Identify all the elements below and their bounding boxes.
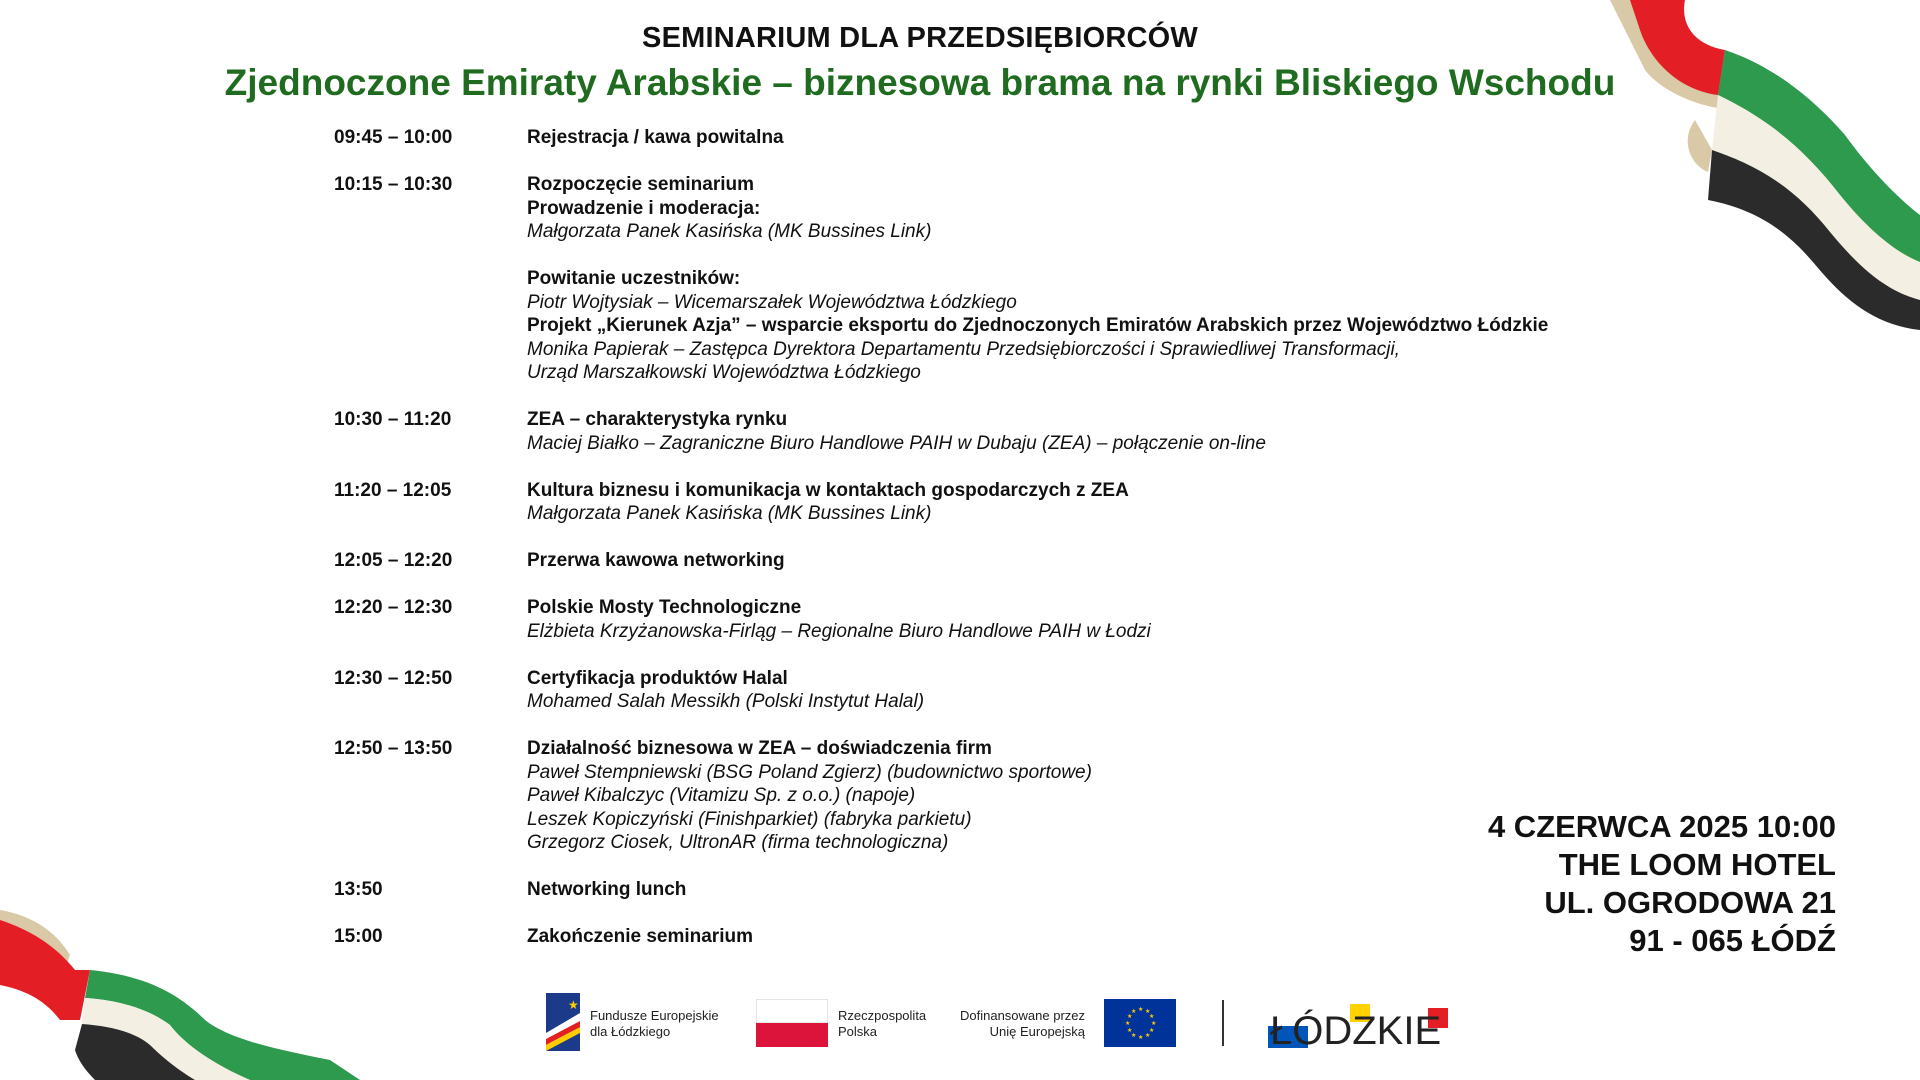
svg-text:★: ★ xyxy=(1131,1032,1137,1039)
agenda-speaker: Urząd Marszałkowski Województwa Łódzkiego xyxy=(527,362,921,383)
agenda-time: 11:20 – 12:05 xyxy=(334,479,452,501)
agenda-gap xyxy=(527,244,1634,268)
agenda-time: 12:20 – 12:30 xyxy=(334,597,453,618)
fe-logo-text: Fundusze Europejskie dla Łódzkiego xyxy=(590,1008,719,1039)
agenda-item-title: ZEA – charakterystyka rynku xyxy=(527,409,788,430)
agenda-item-title: Zakończenie seminarium xyxy=(527,926,753,947)
logo-divider xyxy=(1222,1000,1224,1046)
venue-info xyxy=(1488,808,1836,960)
polish-flag-logo xyxy=(756,999,828,1047)
agenda-item-title: Certyfikacja produktów Halal xyxy=(527,667,788,689)
rp-logo-text: Rzeczpospolita Polska xyxy=(838,1008,927,1039)
agenda-row xyxy=(334,126,1634,150)
agenda-speaker: Małgorzata Panek Kasińska (MK Bussines Link) xyxy=(527,221,932,242)
venue-city: 91 - 065 ŁÓDŹ xyxy=(1629,923,1836,958)
agenda-item-title: Rozpoczęcie seminarium xyxy=(527,174,755,195)
event-date: 4 CZERWCA 2025 10:00 xyxy=(1487,809,1836,844)
agenda-item-title: Przerwa kawowa networking xyxy=(527,550,785,571)
agenda-speaker: Monika Papierak – Zastępca Dyrektora Departamentu Przedsiębiorczości i Sprawiedliwej Transformacji, xyxy=(527,338,1400,360)
agenda-row xyxy=(334,596,1634,643)
svg-text:★: ★ xyxy=(1131,1008,1137,1015)
agenda-speaker: Leszek Kopiczyński (Finishparkiet) (fabryka parkietu) xyxy=(527,808,972,830)
agenda-row xyxy=(334,667,1634,714)
agenda-speaker: Piotr Wojtysiak – Wicemarszałek Województwa Łódzkiego xyxy=(527,291,1017,313)
agenda-content xyxy=(527,549,1634,573)
svg-text:★: ★ xyxy=(1145,1008,1151,1015)
agenda-speaker: Mohamed Salah Messikh (Polski Instytut Halal) xyxy=(527,691,925,712)
agenda-row xyxy=(334,925,1634,949)
agenda-content xyxy=(527,173,1634,385)
agenda-content xyxy=(527,925,1634,949)
agenda-content xyxy=(527,479,1634,526)
agenda-time: 12:50 – 13:50 xyxy=(334,738,453,759)
fundusze-europejskie-logo xyxy=(546,993,580,1051)
eu-logo-text: Dofinansowane przez Unię Europejską xyxy=(960,1008,1086,1039)
agenda-row xyxy=(334,549,1634,573)
seminar-subtitle: Zjednoczone Emiraty Arabskie – biznesowa brama na rynki Bliskiego Wschodu xyxy=(224,62,1616,103)
agenda-speaker: Małgorzata Panek Kasińska (MK Bussines Link) xyxy=(527,503,932,524)
seminar-title: SEMINARIUM DLA PRZEDSIĘBIORCÓW xyxy=(642,22,1198,54)
agenda-time: 13:50 xyxy=(334,879,383,900)
agenda-time: 12:05 – 12:20 xyxy=(334,550,453,571)
agenda-time: 12:30 – 12:50 xyxy=(334,667,453,689)
agenda-item-title: Kultura biznesu i komunikacja w kontaktach gospodarczych z ZEA xyxy=(527,479,1129,501)
svg-text:★: ★ xyxy=(1149,1027,1155,1034)
agenda-speaker: Grzegorz Ciosek, UltronAR (firma technologiczna) xyxy=(527,832,949,853)
agenda-time: 15:00 xyxy=(334,926,383,947)
agenda-row xyxy=(334,737,1634,855)
agenda-time: 10:30 – 11:20 xyxy=(334,409,452,430)
svg-text:★: ★ xyxy=(1138,1034,1144,1041)
agenda-speaker: Maciej Białko – Zagraniczne Biuro Handlowe PAIH w Dubaju (ZEA) – połączenie on-line xyxy=(527,432,1266,454)
agenda-speaker: Paweł Kibalczyc (Vitamizu Sp. z o.o.) (napoje) xyxy=(527,785,916,806)
lodzkie-logo xyxy=(1268,998,1448,1052)
agenda-content xyxy=(527,126,1634,150)
svg-text:★: ★ xyxy=(1127,1027,1133,1034)
agenda xyxy=(334,126,1634,972)
svg-text:★: ★ xyxy=(1151,1020,1157,1027)
agenda-content xyxy=(527,596,1634,643)
svg-text:★: ★ xyxy=(1149,1013,1155,1020)
venue-hotel: THE LOOM HOTEL xyxy=(1558,847,1836,882)
svg-text:★: ★ xyxy=(1125,1020,1131,1027)
agenda-content xyxy=(527,667,1634,714)
agenda-item-title: Networking lunch xyxy=(527,879,687,900)
agenda-content xyxy=(527,408,1634,455)
agenda-item-title: Projekt „Kierunek Azja” – wsparcie eksportu do Zjednoczonych Emiratów Arabskich przez Województwo Łódzkie xyxy=(527,315,1549,336)
agenda-item-title: Prowadzenie i moderacja: xyxy=(527,197,761,219)
agenda-time: 09:45 – 10:00 xyxy=(334,127,453,148)
agenda-item-title: Powitanie uczestników: xyxy=(527,268,741,289)
eu-flag-logo xyxy=(1104,999,1176,1047)
svg-text:★: ★ xyxy=(1127,1013,1133,1020)
uae-flag-ribbon-bottom-left xyxy=(0,900,360,1080)
agenda-row xyxy=(334,408,1634,455)
svg-text:★: ★ xyxy=(568,998,579,1012)
agenda-row xyxy=(334,173,1634,385)
agenda-speaker: Paweł Stempniewski (BSG Poland Zgierz) (budownictwo sportowe) xyxy=(527,761,1092,783)
agenda-content xyxy=(527,878,1634,902)
agenda-time: 10:15 – 10:30 xyxy=(334,174,453,195)
agenda-row xyxy=(334,878,1634,902)
agenda-speaker: Elżbieta Krzyżanowska-Firląg – Regionalne Biuro Handlowe PAIH w Łodzi xyxy=(527,620,1151,642)
agenda-content xyxy=(527,737,1634,855)
venue-street: UL. OGRODOWA 21 xyxy=(1544,885,1836,920)
agenda-row xyxy=(334,479,1634,526)
svg-text:★: ★ xyxy=(1138,1006,1144,1013)
svg-text:★: ★ xyxy=(1145,1032,1151,1039)
agenda-item-title: Polskie Mosty Technologiczne xyxy=(527,597,802,618)
agenda-item-title: Rejestracja / kawa powitalna xyxy=(527,127,784,148)
svg-text:ŁÓDZKIE: ŁÓDZKIE xyxy=(1270,1009,1442,1052)
agenda-item-title: Działalność biznesowa w ZEA – doświadczenia firm xyxy=(527,738,992,759)
